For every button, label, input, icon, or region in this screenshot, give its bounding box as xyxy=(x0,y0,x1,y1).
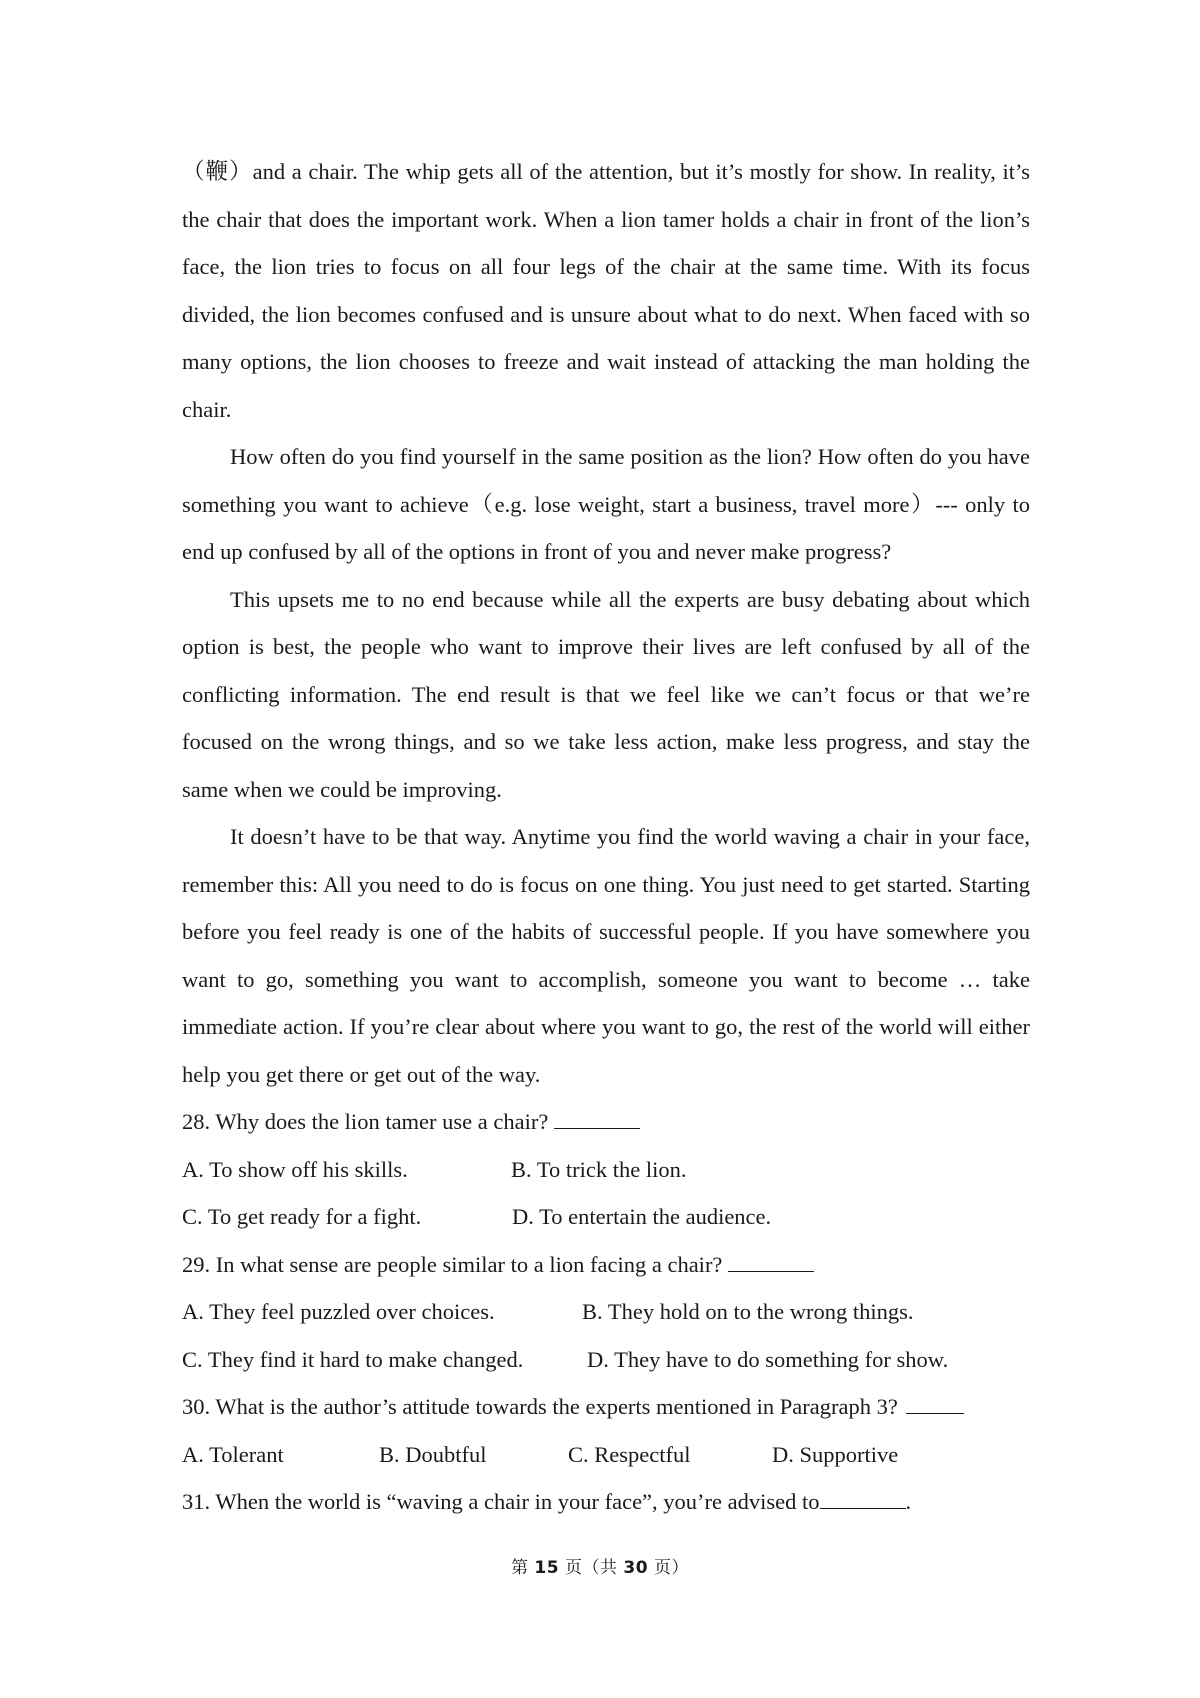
passage-paragraph-4: It doesn’t have to be that way. Anytime you find the world waving a chair in your face, remember this: All you need to do is focus on one thing. You just need to get started. Starting before you feel ready is one of the habits of successful people. If you have somewhere you want to go, something you want to accomplish, someone you want to become … take immediate action. If you’re clear about where you want to go, the rest of the world will either help you get there or get out of the way. xyxy=(182,824,1030,1087)
question-28-options-row-2 xyxy=(182,1193,1030,1241)
question-28-stem xyxy=(182,1098,1030,1146)
question-30-stem xyxy=(182,1383,1030,1431)
question-29-option-c[interactable]: C. They find it hard to make changed. xyxy=(182,1346,524,1372)
question-31-period: . xyxy=(905,1489,912,1514)
exam-page-body xyxy=(182,148,1030,1526)
passage-paragraph-3: This upsets me to no end because while all the experts are busy debating about which option is best, the people who want to improve their lives are left confused by all of the conflicting information. The end result is that we feel like we can’t focus or that we’re focused on the wrong things, and so we take less action, make less progress, and stay the same when we could be improving. xyxy=(182,586,1030,802)
footer-page-number: 15 xyxy=(534,1558,560,1578)
question-29-text: 29. In what sense are people similar to a lion facing a chair? xyxy=(182,1251,723,1277)
question-28-options-row-1 xyxy=(182,1146,1030,1194)
question-29-option-b[interactable]: B. They hold on to the wrong things. xyxy=(582,1299,914,1324)
passage-paragraph-1: （鞭）and a chair. The whip gets all of the attention, but it’s mostly for show. In reality, it’s the chair that does the important work. When a lion tamer holds a chair in front of the lion’s face, the lion tries to focus on all four legs of the chair at the same time. With its focus divided, the lion becomes confused and is unsure about what to do next. When faced with so many options, the lion chooses to freeze and wait instead of attacking the man holding the chair. xyxy=(182,159,1030,422)
passage-paragraph-2: How often do you find yourself in the same position as the lion? How often do you have something you want to achieve（e.g. lose weight, start a business, travel more）--- only to end up confused by all of the options in front of you and never make progress? xyxy=(182,444,1030,564)
question-30-option-b[interactable]: B. Doubtful xyxy=(379,1441,487,1467)
question-28-option-d[interactable]: D. To entertain the audience. xyxy=(512,1204,772,1229)
footer-suffix: 页） xyxy=(653,1558,689,1578)
question-30-options-row xyxy=(182,1431,1030,1479)
question-29-options-row-1 xyxy=(182,1288,1030,1336)
question-30-option-c[interactable]: C. Respectful xyxy=(568,1441,691,1467)
question-30-text: 30. What is the author’s attitude towards the experts mentioned in Paragraph 3? xyxy=(182,1394,898,1419)
question-29-option-d[interactable]: D. They have to do something for show. xyxy=(587,1346,949,1372)
footer-total-pages: 30 xyxy=(623,1558,649,1578)
question-29-options-row-2 xyxy=(182,1336,1030,1384)
question-30-option-d[interactable]: D. Supportive xyxy=(772,1441,899,1467)
question-30-answer-blank[interactable] xyxy=(906,1393,964,1414)
question-29-stem xyxy=(182,1241,1030,1289)
question-29-option-a[interactable]: A. They feel puzzled over choices. xyxy=(182,1299,495,1324)
page-footer xyxy=(0,1553,1200,1578)
question-31-stem xyxy=(182,1478,1030,1526)
question-29-answer-blank[interactable] xyxy=(728,1251,814,1272)
footer-prefix: 第 xyxy=(511,1558,529,1578)
footer-middle: 页（共 xyxy=(565,1558,618,1578)
question-28-option-b[interactable]: B. To trick the lion. xyxy=(511,1156,687,1182)
question-31-text: 31. When the world is “waving a chair in your face”, you’re advised to xyxy=(182,1489,820,1514)
question-30-option-a[interactable]: A. Tolerant xyxy=(182,1441,284,1467)
question-28-option-c[interactable]: C. To get ready for a fight. xyxy=(182,1204,422,1229)
question-28-text: 28. Why does the lion tamer use a chair? xyxy=(182,1109,549,1134)
question-28-answer-blank[interactable] xyxy=(554,1108,640,1129)
question-28-option-a[interactable]: A. To show off his skills. xyxy=(182,1156,408,1182)
question-31-answer-blank[interactable] xyxy=(820,1488,906,1509)
